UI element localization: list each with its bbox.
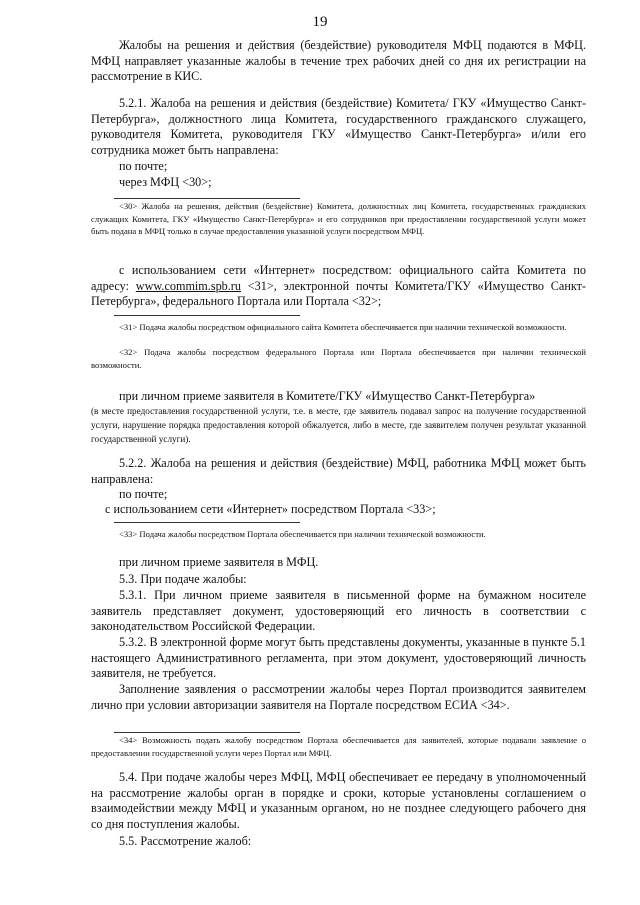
paragraph-portal-application: Заполнение заявления о рассмотрении жалобы через Портал производится заявителем лично при условии авторизации заявителя на Портале посредством ЕСИА <34>. (91, 682, 586, 712)
paragraph-5-2-2: 5.2.2. Жалоба на решения и действия (бездействие) МФЦ, работника МФЦ может быть направлена: (91, 456, 586, 486)
paragraph-mfc-head-complaints: Жалобы на решения и действия (бездействие) руководителя МФЦ подаются в МФЦ. МФЦ направляет указанные жалобы в течение трех рабочих дней со дня их регистрации на рассмотрение в КИС. (91, 38, 586, 84)
page-number: 19 (312, 14, 328, 30)
item-by-mail: по почте; (119, 159, 168, 173)
footnote-31: <31> Подача жалобы посредством официального сайта Комитета обеспечивается при наличии технической возможности. (119, 322, 567, 332)
footnote-separator (114, 732, 300, 733)
paragraph-internet-channels (91, 263, 586, 310)
paragraph-5-5: 5.5. Рассмотрение жалоб: (119, 834, 252, 848)
paragraph-5-3: 5.3. При подаче жалобы: (119, 572, 247, 586)
internet-text-end: <31>, электронной почты Комитета/ГКУ «Имущество Санкт-Петербурга», федерального Портала или Портала <32>; (91, 278, 586, 309)
paragraph-5-3-1: 5.3.1. При личном приеме заявителя в письменной форме на бумажном носителе заявитель представляет документ, удостоверяющий его личность в соответствии с законодательством Российской Федерации. (91, 588, 586, 634)
footnote-30: <30> Жалоба на решения, действия (бездействие) Комитета, должностных лиц Комитета, государственных гражданских служащих Комитета, ГКУ «Имущество Санкт-Петербурга» и его сотрудников при предоставлении государственной услуги может быть подана в МФЦ только в случае предоставления указанной услуги посредством МФЦ. (91, 201, 586, 237)
footnote-separator (114, 198, 300, 199)
footnote-32: <32> Подача жалобы посредством федерального Портала или Портала обеспечивается при наличии технической возможности. (91, 347, 586, 370)
note-place-of-service: (в месте предоставления государственной услуги, т.е. в месте, где заявитель подавал запрос на получение государственной услуги, нарушение порядка предоставления которой обжалуется, либо в месте, где заявителем получен результат указанной государственной услуги). (91, 406, 586, 444)
paragraph-5-4: 5.4. При подаче жалобы через МФЦ, МФЦ обеспечивает ее передачу в уполномоченный на рассмотрение жалобы орган в порядке и сроки, которые установлены соглашением о взаимодействии между МФЦ и указанным органом, но не позднее следующего рабочего дня со дня поступления жалобы. (91, 770, 586, 831)
item-personal-reception-mfc: при личном приеме заявителя в МФЦ. (119, 555, 319, 569)
committee-website-link[interactable]: www.commim.spb.ru (135, 278, 241, 293)
paragraph-5-3-2: 5.3.2. В электронной форме могут быть представлены документы, указанные в пункте 5.1 настоящего Административного регламента, при этом документ, удостоверяющий личность заявителя, не требуется. (91, 635, 586, 681)
footnote-separator (114, 522, 300, 523)
item-by-mail-mfc: по почте; (119, 487, 168, 501)
item-personal-reception-committee: при личном приеме заявителя в Комитете/ГКУ «Имущество Санкт-Петербурга» (119, 389, 536, 403)
item-internet-portal: с использованием сети «Интернет» посредством Портала <33>; (105, 502, 436, 516)
footnote-separator (114, 315, 300, 316)
internet-text-start: с использованием сети «Интернет» посредством: официального сайта Комитета по адресу: (91, 263, 586, 293)
footnote-34: <34> Возможность подать жалобу посредством Портала обеспечивается для заявителей, которые подавали заявление о предоставлении государственной услуги через Портал или МФЦ. (91, 735, 586, 758)
footnote-33: <33> Подача жалобы посредством Портала обеспечивается при наличии технической возможности. (119, 529, 486, 539)
paragraph-5-2-1: 5.2.1. Жалоба на решения и действия (бездействие) Комитета/ ГКУ «Имущество Санкт-Петербурга», должностного лица Комитета, государственного гражданского служащего, руководителя Комитета, руководителя ГКУ «Имущество Санкт-Петербурга» и/или его сотрудника может быть направлена: (91, 96, 586, 157)
item-via-mfc: через МФЦ <30>; (119, 175, 212, 189)
